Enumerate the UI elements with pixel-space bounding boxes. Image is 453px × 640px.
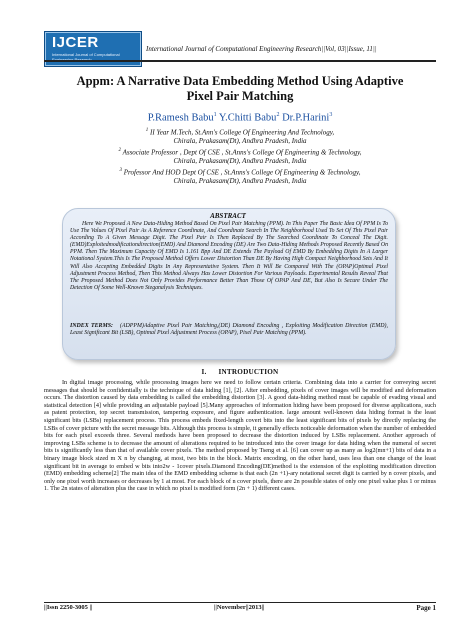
index-terms-label: INDEX TERMS: [70, 323, 113, 329]
introduction-body [44, 379, 436, 493]
footer-issn: ||Issn 2250-3005 || [44, 604, 93, 611]
abstract-text: Here We Proposed A New Data-Hiding Method Based On Pixel Pair Matching (PPM). In This Paper The Basic Idea Of PPM Is To Use The Values Of Pixel Pair As A Reference Coordinate, And Coordinate Search In The Neighborhood Used To Set Of This Pixel Pair According To A Given Message Digit. The Pixel Pair Is Then Replaced By The Searched Coordinate To Conceal The Digit.(EMD)Exploitedmodificationdirection(EMD) And Diamond Encoding (DE) Are Two Data-Hiding Methods Proposed Recently Based On PPM. Then The Maximum Capacity Of EMD Is 1.161 Bpp And DE Extends The Payload Of EMD By Embedding Digits In A Larger Notational System.This Is The Proposed Method Offers Lower Distortion Than DE By Having High Compact Neighborhood Sets And It Will Also Accepting Embedded Digits In Any Representative System. Then It Will Be Compared With The (OPAP)Optimal Pixel Adjustment Process Method, Then This Method Always Has Lower Distortion For Various Payloads. Experimental Results Reveal That The Proposed Method Does Not Only Provides Performance Better Than Those Of OPAP And DE, But Also Is Secure Under The Detection Of Some Well-Known Steganalysis Techniques. [70, 221, 388, 291]
affiliation-sup: 3 [119, 168, 123, 173]
author-sup: 3 [329, 112, 333, 118]
author-list [44, 112, 436, 124]
title-line-1: Appm: A Narrative Data Embedding Method Using Adaptive [76, 74, 404, 88]
footer-date: ||November||2013|| [214, 604, 265, 611]
affiliation-line: II Year M.Tech, St.Ann's College Of Engineering And Technology, [150, 128, 335, 137]
section-heading: I. INTRODUCTION [201, 368, 279, 376]
logo-subtitle: International Journal of Computational Engineering Research [52, 52, 120, 62]
affiliation-line: Associate Professor , Dept Of CSE , St.Anns's College Of Engineering & Technology, [122, 148, 362, 157]
author-name: P.Ramesh Babu [147, 112, 214, 124]
page-number: Page 1 [416, 604, 436, 612]
header-divider [44, 60, 436, 62]
affiliation-sup: 2 [118, 148, 121, 153]
affiliation-line: Chirala, Prakasam(Dt), Andhra Pradesh, India [173, 177, 307, 186]
journal-header: International Journal of Computational Engineering Research||Vol, 03||Issue, 11|| [146, 45, 377, 53]
abstract-heading: ABSTRACT [210, 212, 246, 220]
affiliation-sup: 1 [145, 128, 149, 133]
affiliation-line: Chirala, Prakasam(Dt), Andhra Pradesh, India [173, 137, 307, 146]
logo-text: IJCER [52, 34, 99, 51]
affiliation-3 [44, 166, 436, 186]
title-line-2: Pixel Pair Matching [186, 89, 294, 103]
paper-title [44, 74, 436, 104]
index-terms [70, 323, 388, 337]
author-name: Dr.P.Harini [282, 112, 330, 124]
footer-divider [44, 602, 436, 603]
affiliation-line: Chirala, Prakasam(Dt), Andhra Pradesh, India [173, 157, 307, 166]
introduction-text: In digital image processing, while processing images here we need to follow certain criteria. Combining data into a carrier for conveying secret messages that should be confidentially is the technique of data hiding [1], [2]. After embedding, pixels of cover images will be modified and deformation occurs. The distortion caused by data embedding is called the embedding distortion [3]. A good data-hiding method must be capable of evading visual and statistical detection [4] while providing an adjustable payload [5].Many approaches of information hiding have been proposed for diverse applications, such as patent protection, top secret transmission, tampering exposure, and figure authentication. large amount well-known data hiding format is the least significant bits (LSBs) replacement process. This process embeds fixed-length covert bits into the least significant bits of pixels by directly replacing the LSBs of cover picture with the secret message bits. Although this process is simple, it generally effects noticeable deformation when the number of embedded bits for each pixel exceeds three. Several methods have been proposed to decrease the distortion induced by LSBs replacement. Another approach of improving LSBs scheme is to decrease the amount of alterations required to be introduced into the cover image for data hiding when the numeral of secret bits is significantly less than that of available cover pixels. The method proposed by Tseng et al. [6] can cover up as many as log2(mn+1) bits of data in a binary image block sized m X n by changing, at most, two bits in the block. Matrix encoding, on the other hand, uses less than one change of the least significant bit in average to embed w bits into2w - 1cover pixels.Diamond Encoding(DE)method is the extension of the exploiting modification direction (EMD) embedding scheme[2] The main idea of the EMD embedding scheme is that each (2n +1)-ary notational secret digit is carried by n cover pixels, and only one pixel worth increases or decreases by 1 at most. For each block of n cover pixels, there are 2n possible states of only one pixel value plus 1 or minus 1. The 2n states of alteration plus the case in which no pixel is modified form (2n + 1) different cases. [44, 379, 436, 493]
index-terms-text: (ADPPM)Adaptive Pixel Pair Matching,(DE) Diamond Encoding , Exploiting Modification Direction (EMD), Least Significant Bit (LSB), Optimal Pixel Adjustment Process (OPAP), Pixel Pair Matching (PPM). [70, 323, 388, 337]
author-sup: 2 [276, 112, 280, 118]
author-name: Y.Chitti Babu [218, 112, 277, 124]
author-sup: 1 [213, 112, 217, 118]
affiliation-line: Professor And HOD Dept Of CSE , St.Anns's College Of Engineering & Technology, [123, 168, 361, 177]
affiliation-2 [44, 146, 436, 166]
page-footer [44, 604, 436, 614]
affiliation-1 [44, 126, 436, 146]
abstract-body [70, 221, 388, 292]
